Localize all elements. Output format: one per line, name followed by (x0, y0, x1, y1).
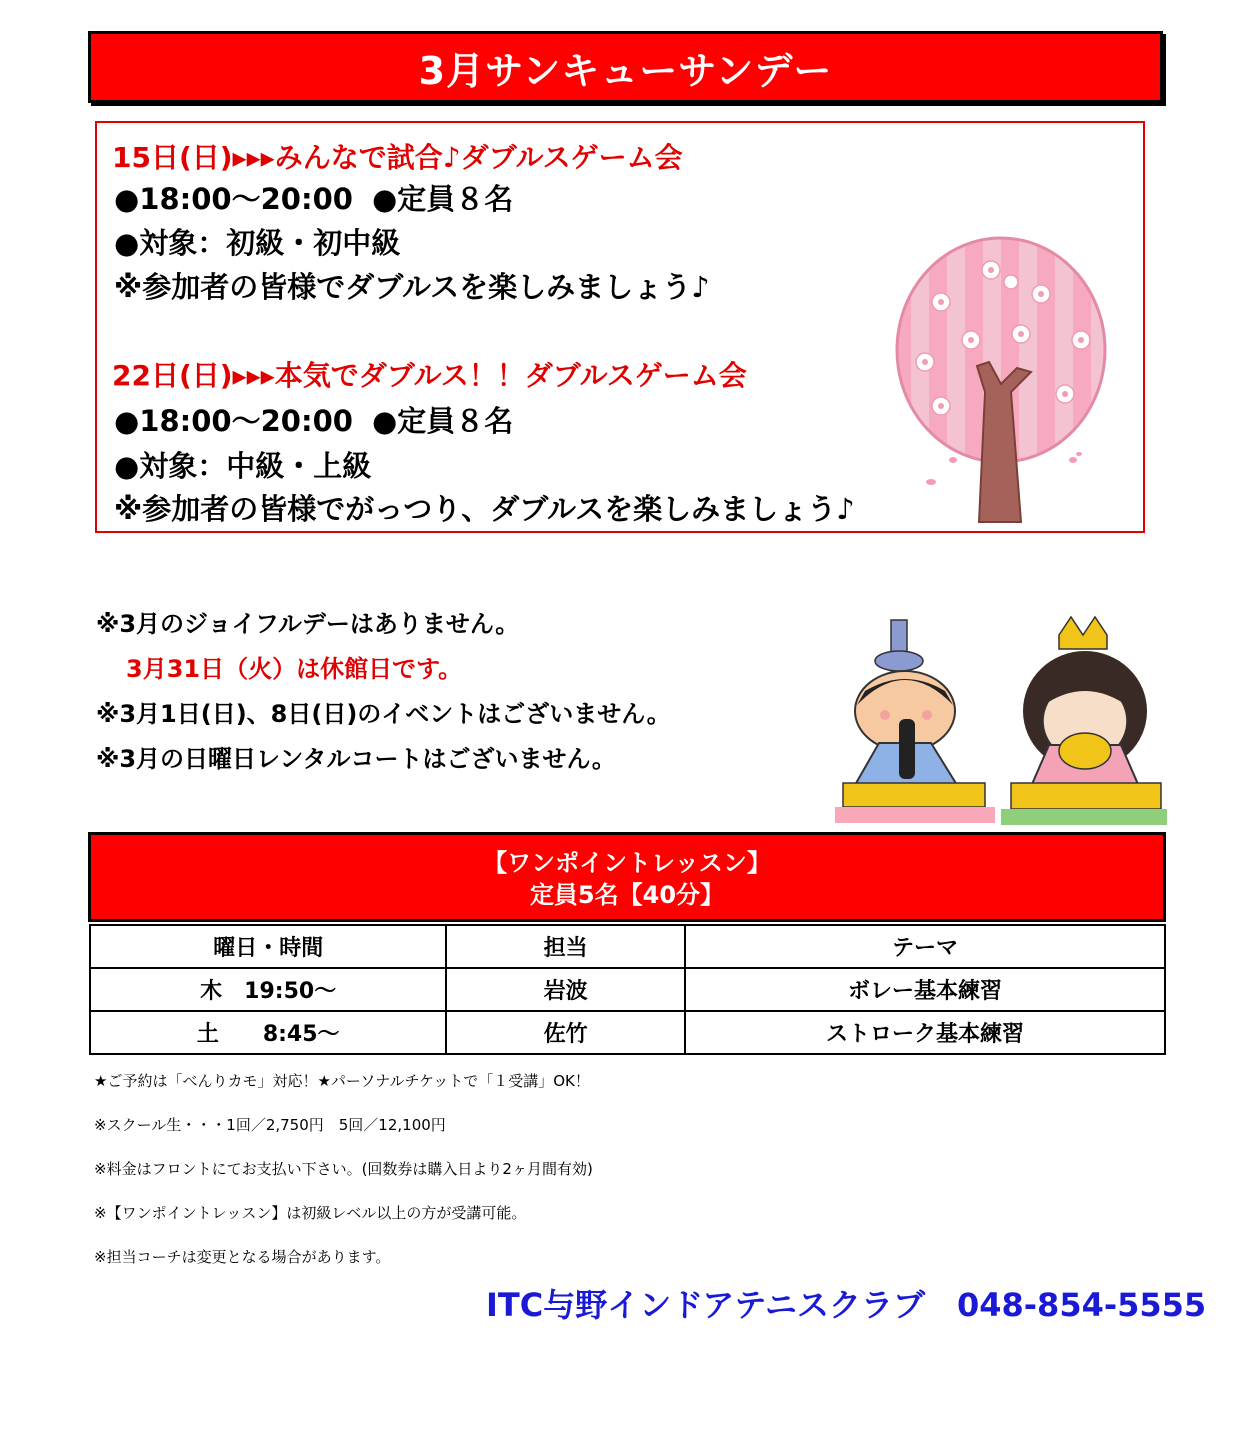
event-1-target: ●対象：初級・初中級 (114, 226, 401, 260)
cell-coach: 岩波 (446, 968, 685, 1011)
cell-theme: ストローク基本練習 (685, 1011, 1165, 1054)
note-price: ※スクール生・・・1回／2,750円 5回／12,100円 (94, 1116, 446, 1134)
cell-theme: ボレー基本練習 (685, 968, 1165, 1011)
header-day-time: 曜日・時間 (90, 925, 446, 968)
notice-no-rental: ※3月の日曜日レンタルコートはございません。 (96, 745, 616, 773)
cell-day-time: 木 19:50～ (90, 968, 446, 1011)
note-reservation: ★ご予約は「べんりカモ」対応！★パーソナルチケットで「１受講」OK！ (94, 1072, 590, 1090)
event-2-time: ●18:00～20:00 (114, 404, 353, 438)
note-payment: ※料金はフロントにてお支払い下さい。(回数券は購入日より2ヶ月間有効) (94, 1160, 593, 1178)
cell-day-time: 土 8:45～ (90, 1011, 446, 1054)
notice-no-events: ※3月1日(日)、8日(日)のイベントはございません。 (96, 700, 671, 728)
cherry-blossom-tree-illustration (893, 232, 1118, 532)
lesson-table (89, 924, 1166, 1055)
lesson-title: 【ワンポイントレッスン】 (483, 849, 771, 877)
header-theme: テーマ (685, 925, 1165, 968)
title-banner: 3月サンキューサンデー (88, 31, 1163, 103)
notice-closed-day: 3月31日（火）は休館日です。 (126, 655, 463, 683)
hina-dolls-illustration (835, 615, 1167, 830)
footer-club-contact: ITC与野インドアテニスクラブ 048-854-5555 (486, 1286, 1207, 1324)
cell-coach: 佐竹 (446, 1011, 685, 1054)
event-1-time: ●18:00～20:00 (114, 182, 353, 216)
lesson-banner (88, 832, 1166, 922)
event-1-capacity: ●定員８名 (372, 182, 514, 216)
event-2-heading: 22日(日)▸▸▸本気でダブルス！！ダブルスゲーム会 (112, 359, 747, 392)
event-2-target: ●対象：中級・上級 (114, 449, 372, 483)
table-row (90, 968, 1165, 1011)
note-coach-change: ※担当コーチは変更となる場合があります。 (94, 1248, 391, 1266)
event-1-note: ※参加者の皆様でダブルスを楽しみましょう♪ (114, 270, 710, 304)
note-level: ※【ワンポイントレッスン】は初級レベル以上の方が受講可能。 (94, 1204, 527, 1222)
event-2-note: ※参加者の皆様でがっつり、ダブルスを楽しみましょう♪ (114, 492, 855, 526)
table-row (90, 1011, 1165, 1054)
event-1-heading: 15日(日)▸▸▸みんなで試合♪ダブルスゲーム会 (112, 141, 683, 174)
notice-no-joyful-day: ※3月のジョイフルデーはありません。 (96, 610, 520, 638)
lesson-capacity: 定員5名【40分】 (529, 881, 725, 909)
table-header-row (90, 925, 1165, 968)
header-coach: 担当 (446, 925, 685, 968)
event-2-capacity: ●定員８名 (372, 404, 514, 438)
